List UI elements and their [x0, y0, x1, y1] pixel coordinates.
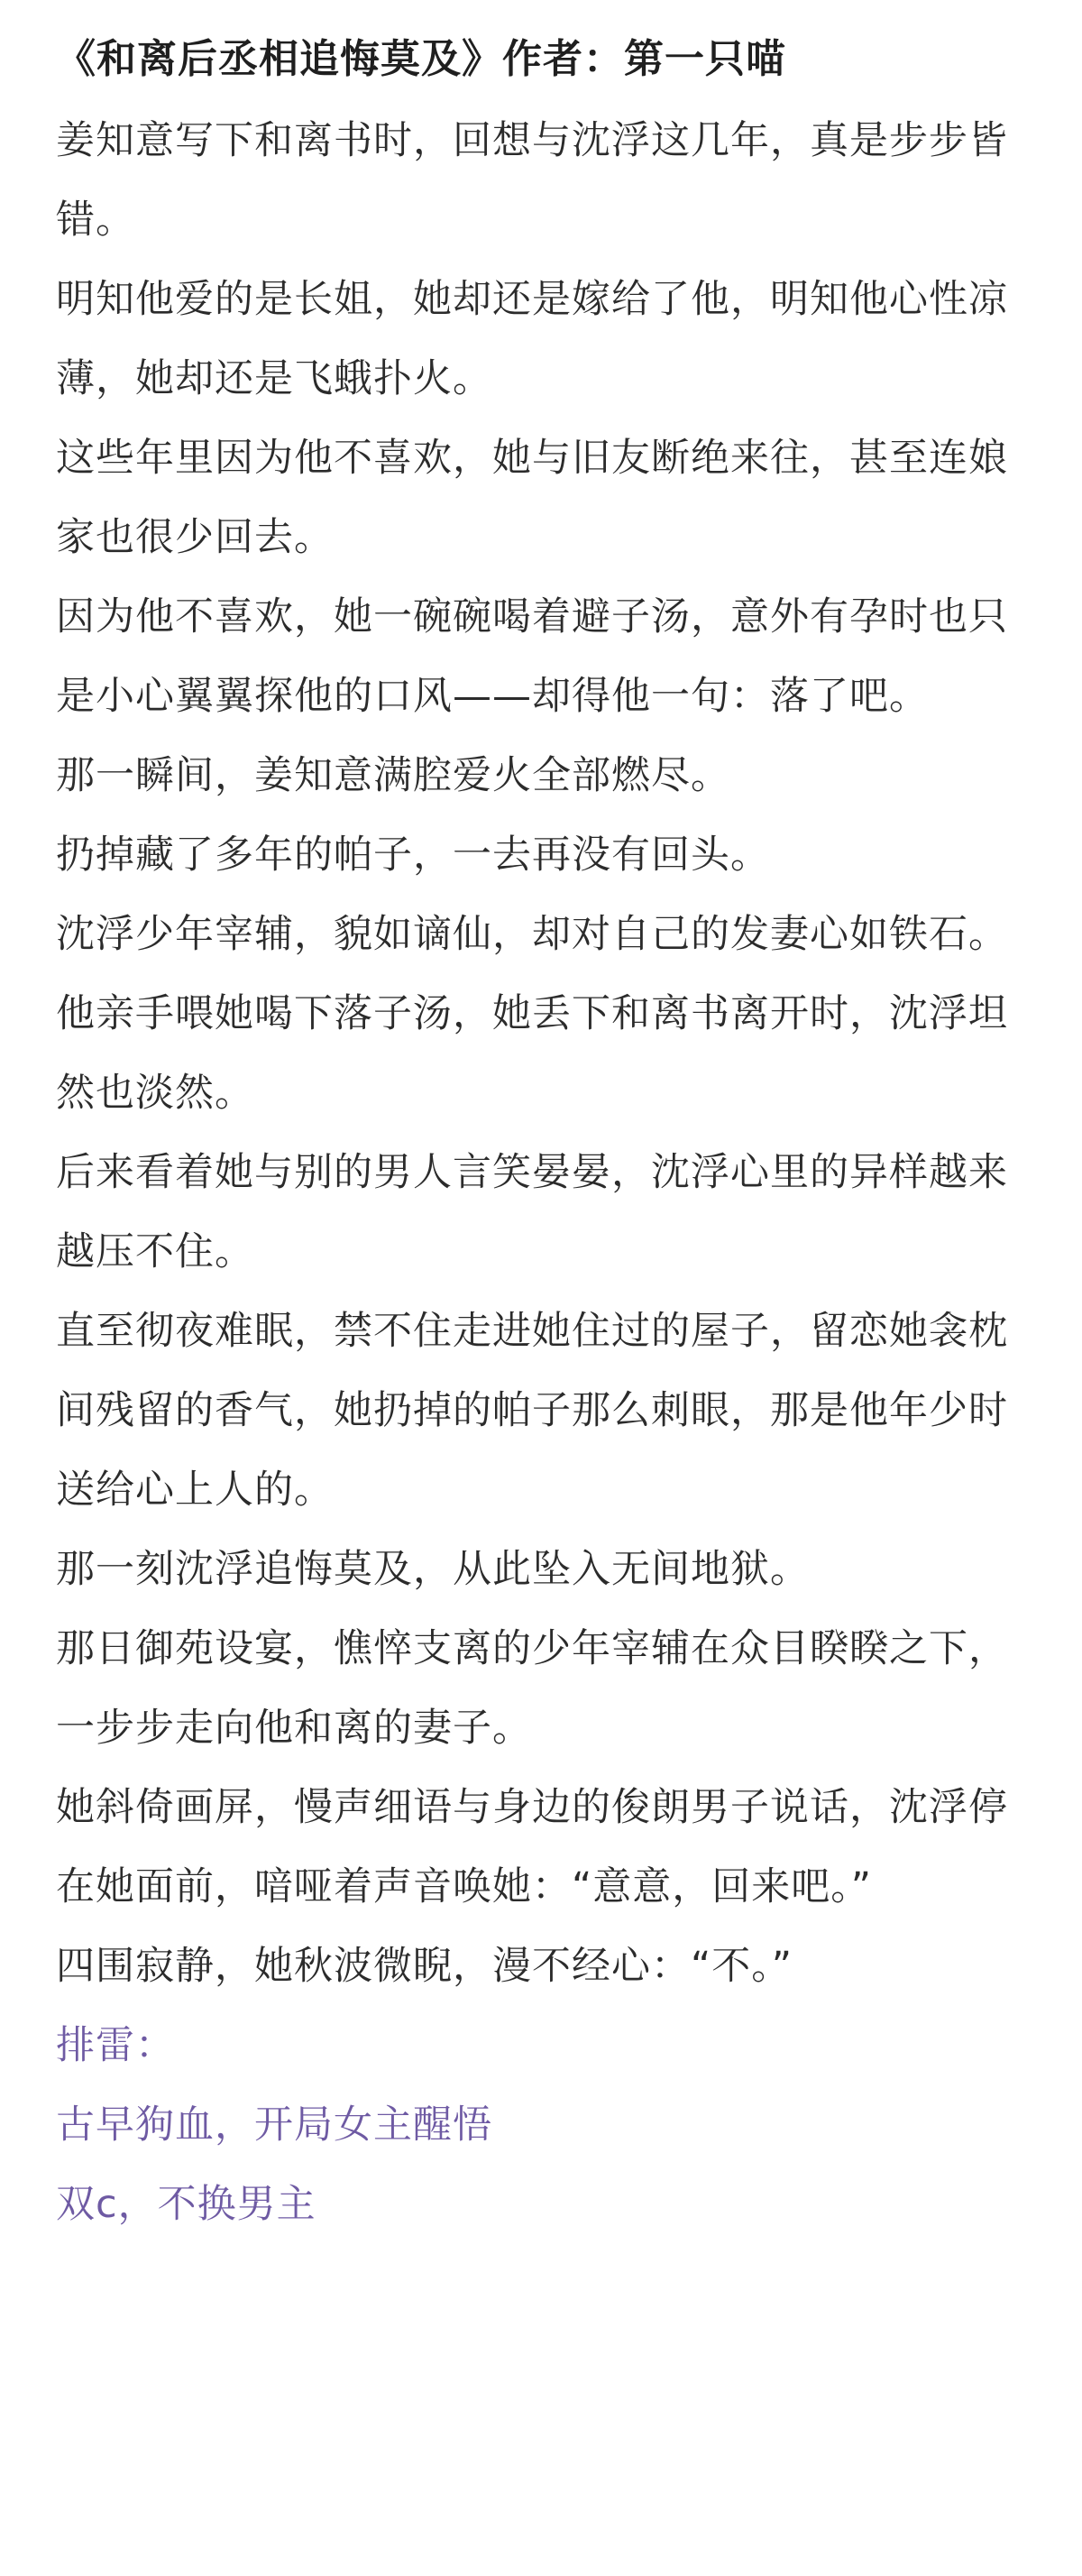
paragraph: 她斜倚画屏，慢声细语与身边的俊朗男子说话，沈浮停在她面前，喑哑着声音唤她：“意意，回来吧。” [56, 1785, 1008, 1909]
paragraph: 直至彻夜难眠，禁不住走进她住过的屋子，留恋她衾枕间残留的香气，她扔掉的帕子那么刺眼，那是他年少时送给心上人的。 [56, 1309, 1008, 1513]
paragraph: 明知他爱的是长姐，她却还是嫁给了他，明知他心性凉薄，她却还是飞蛾扑火。 [56, 277, 1008, 401]
paragraph: 这些年里因为他不喜欢，她与旧友断绝来往，甚至连娘家也很少回去。 [56, 436, 1008, 560]
paragraph: 沈浮少年宰辅，貌如谪仙，却对自己的发妻心如铁石。 [56, 912, 1008, 957]
paragraph: 那日御苑设宴，憔悴支离的少年宰辅在众目睽睽之下，一步步走向他和离的妻子。 [56, 1626, 1008, 1751]
post-title: 《和离后丞相追悔莫及》作者：第一只喵 [56, 36, 786, 82]
tag-item[interactable]: 双c，不换男主 [56, 2182, 316, 2227]
paragraph: 因为他不喜欢，她一碗碗喝着避子汤，意外有孕时也只是小心翼翼探他的口风——却得他一句：落了吧。 [56, 594, 1008, 719]
tag-item[interactable]: 古早狗血，开局女主醒悟 [56, 2102, 492, 2148]
paragraph: 后来看着她与别的男人言笑晏晏，沈浮心里的异样越来越压不住。 [56, 1150, 1008, 1274]
paragraph: 姜知意写下和离书时，回想与沈浮这几年，真是步步皆错。 [56, 118, 1008, 243]
paragraph: 那一刻沈浮追悔莫及，从此坠入无间地狱。 [56, 1547, 810, 1592]
paragraph: 他亲手喂她喝下落子汤，她丢下和离书离开时，沈浮坦然也淡然。 [56, 991, 1008, 1116]
paragraph: 那一瞬间，姜知意满腔爱火全部燃尽。 [56, 753, 730, 798]
post-body [56, 101, 1030, 2006]
paragraph: 扔掉藏了多年的帕子，一去再没有回头。 [56, 833, 770, 878]
tag-list [56, 2006, 1030, 2244]
paragraph: 四围寂静，她秋波微睨，漫不经心：“不。” [56, 1944, 793, 1989]
tag-heading[interactable]: 排雷： [56, 2023, 175, 2068]
